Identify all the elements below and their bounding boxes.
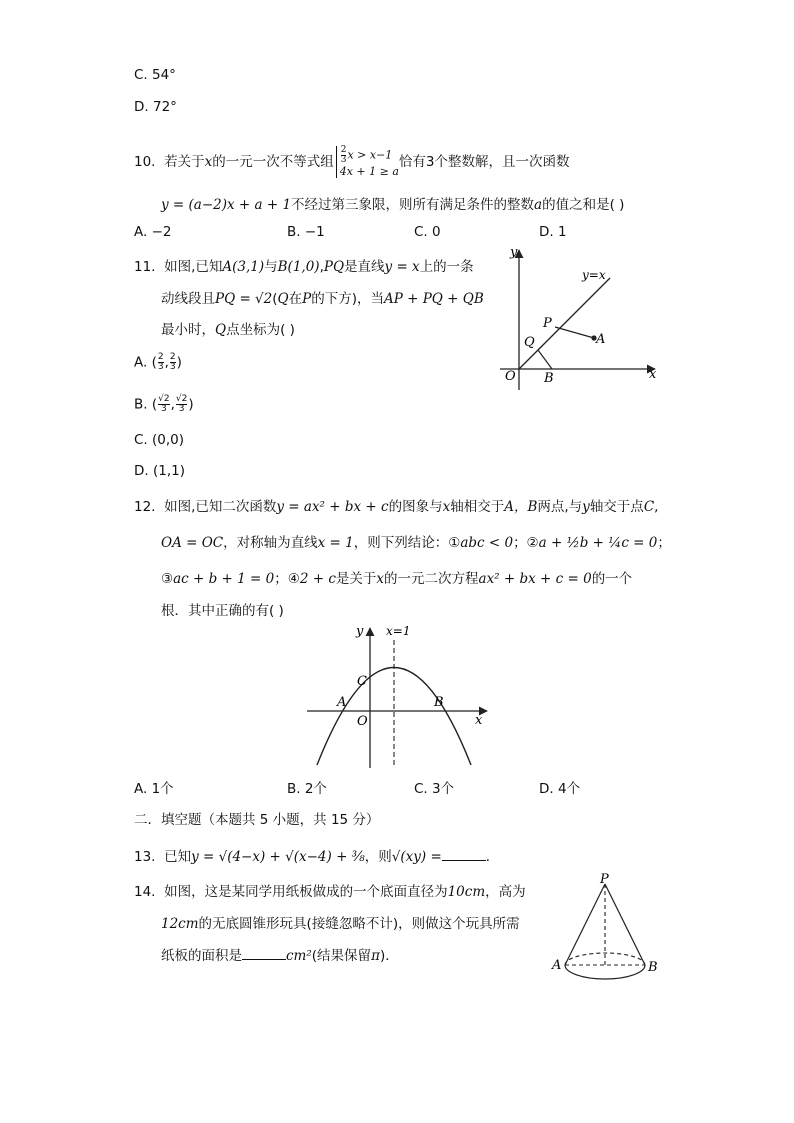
q11-option-b: B. ( $\frac{√2}{3}$ , $\frac{√2}{3}$ ) (134, 394, 194, 414)
q11-var-p: P (302, 291, 312, 307)
q11-text-1d: 上的一条 (419, 259, 474, 275)
q10-number: 10. (134, 154, 156, 170)
q14-text-3c: )． (379, 948, 399, 964)
q12-c4c: 的一元二次方程 (384, 571, 479, 587)
q14-diameter: 10cm (447, 884, 486, 900)
q11-fig-o: O (505, 369, 516, 384)
q11-fig-p: P (543, 316, 552, 331)
q11-option-b-label: B. ( (134, 396, 158, 413)
q10-option-d: D. 1 (539, 224, 567, 240)
q11-text-2a: 动线段且 (161, 291, 215, 307)
q12-axis-eq: x = 1 (317, 535, 354, 551)
q11-option-d: D. (1,1) (134, 463, 185, 479)
q11-line-yx (519, 278, 610, 369)
q11-line-yx: y = x (384, 259, 420, 275)
q11-fig-a: A (596, 332, 606, 347)
q14-text-1b: ，高为 (485, 884, 526, 900)
q14-cone-figure (545, 872, 665, 987)
q12-stem-line3 (161, 567, 632, 587)
q12-text-1d: 两点,与 (537, 499, 583, 515)
q12-oa-oc: OA = OC (161, 535, 224, 551)
q12-c1m: abc < 0 (460, 535, 514, 551)
q11-b-num2: √2 (175, 394, 188, 404)
q11-option-a-label: A. ( (134, 354, 157, 371)
q12-stem-line4: 根．其中正确的有( ) (161, 603, 284, 619)
q11-text-2d: 的下方)，当 (311, 291, 384, 307)
q12-var-y: y (582, 499, 590, 515)
q11-stem-line2 (161, 287, 484, 307)
q11-number: 11. (134, 259, 156, 275)
q10-inequality-system (336, 146, 399, 178)
q12-option-c: C. 3个 (414, 781, 455, 797)
q14-height: 12cm (161, 916, 199, 932)
q12-c3m: ac + b + 1 = 0 (173, 571, 275, 587)
q12-comma: , (654, 499, 659, 515)
q13-expression: √(xy) = (391, 849, 442, 865)
q12-stem-line1 (134, 495, 658, 515)
q12-var-x: x (442, 499, 451, 515)
q12-c4m: 2 + c (299, 571, 336, 587)
q13-text-pre: 已知 (164, 849, 192, 865)
q10-var-x: x (204, 154, 213, 170)
q10-frac-num: 2 (340, 145, 347, 155)
q14-cone-base-front (565, 965, 645, 979)
q12-option-d: D. 4个 (539, 781, 581, 797)
q11-figure (495, 242, 665, 392)
q12-text-2d: ，则下列结论： (353, 535, 449, 551)
q10-ineq2: 4x + 1 ≥ a (339, 165, 399, 178)
q10-text-pre: 若关于 (164, 154, 205, 170)
q11-a-den1: 3 (157, 362, 164, 372)
q12-c1: ① (448, 535, 461, 551)
q11-text-1a: 如图,已知 (164, 259, 223, 275)
q12-c3: ③ (161, 571, 174, 587)
q13-number: 13. (134, 849, 156, 865)
section-heading: 二．填空题（本题共 5 小题，共 15 分） (134, 812, 380, 828)
q11-stem-line3 (161, 318, 295, 338)
q11-b-den1: 3 (160, 404, 167, 414)
q14-unit: cm² (286, 948, 312, 964)
q11-segment-pa (555, 327, 594, 338)
q11-var-q2: Q (215, 322, 227, 338)
q12-c2: ；② (513, 535, 539, 551)
q11-text-2c: 在 (288, 291, 303, 307)
q13-text-mid: ，则 (364, 849, 392, 865)
q11-a-num2: 2 (169, 352, 176, 362)
q12-fig-a: A (337, 695, 347, 710)
q11-a-num1: 2 (157, 352, 164, 362)
q11-option-c: C. (0,0) (134, 432, 185, 448)
q10-ineq1: x > x−1 (347, 148, 393, 162)
q12-var-x2: x (376, 571, 385, 587)
q13-answer-blank[interactable] (442, 848, 486, 861)
q12-text-1b: 的图象与 (388, 499, 443, 515)
q12-c4b: 是关于 (335, 571, 377, 587)
q14-text-2b: 的无底圆锥形玩具(接缝忽略不计)，则做这个玩具所需 (198, 916, 520, 932)
q14-stem-line3 (161, 944, 399, 964)
q12-function: y = ax² + bx + c (276, 499, 389, 515)
q14-text-3a: 纸板的面积是 (161, 948, 242, 964)
q12-text-2b: ，对称轴为直线 (223, 535, 318, 551)
q14-stem-line2 (161, 912, 520, 932)
q10-option-a: A. −2 (134, 224, 172, 240)
q11-text-3: 最小时， (161, 322, 215, 338)
q10-option-b: B. −1 (287, 224, 325, 240)
q12-fig-b: B (434, 695, 444, 710)
q14-fig-a: A (552, 958, 562, 973)
q11-fig-line-label: y=x (582, 268, 606, 282)
q12-c4eq: ax² + bx + c = 0 (478, 571, 592, 587)
q11-option-a: A. ( $\frac{2}{3}$ , $\frac{2}{3}$ ) (134, 352, 182, 372)
q13-equation: y = √(4−x) + √(x−4) + ⅜ (191, 849, 365, 865)
q12-figure (302, 620, 502, 770)
q14-fig-b: B (648, 960, 658, 975)
q11-fig-y: y (510, 245, 518, 260)
q12-text-1e: 轴交于点 (589, 499, 644, 515)
q12-fig-o: O (357, 714, 368, 729)
q12-point-c: C (643, 499, 655, 515)
q12-stem-line2 (161, 531, 671, 551)
q11-a-den2: 3 (169, 362, 176, 372)
q11-fig-q: Q (524, 335, 535, 350)
q11-text-1c: 是直线 (344, 259, 385, 275)
q12-fig-c: C (357, 674, 367, 689)
q11-b-num1: √2 (158, 394, 170, 404)
q10-text-post: 恰有3个整数解，且一次函数 (398, 154, 570, 170)
q12-c4d: 的一个 (591, 571, 633, 587)
q10-stem-line1 (134, 146, 569, 178)
q10-function: y = (a−2)x + a + 1 (161, 197, 292, 213)
q12-text-1a: 如图,已知二次函数 (164, 499, 277, 515)
q10-text-mid: 的一元一次不等式组 (212, 154, 334, 170)
q10-stem-line2 (161, 193, 624, 213)
q9-option-c: C. 54° (134, 67, 176, 83)
q12-option-a: A. 1个 (134, 781, 174, 797)
q12-points-ab: A，B (504, 499, 538, 515)
q12-fig-y: y (356, 624, 364, 639)
q12-c4: ；④ (274, 571, 300, 587)
q11-b-den2: 3 (178, 404, 185, 414)
q12-option-b: B. 2个 (287, 781, 327, 797)
q11-point-b: B(1,0) (277, 259, 320, 275)
q10-option-c: C. 0 (414, 224, 441, 240)
q11-text-yu: 与 (264, 259, 278, 275)
q10-text-line2: 不经过第三象限，则所有满足条件的整数 (291, 197, 535, 213)
q14-stem-line1 (134, 880, 526, 900)
q11-pq-length: PQ = √2 (215, 291, 273, 307)
q11-segment-qb (538, 350, 552, 369)
q11-fig-x: x (649, 367, 657, 382)
q9-option-d: D. 72° (134, 99, 177, 115)
q12-number: 12. (134, 499, 156, 515)
q13-stem (134, 845, 499, 865)
q11-segment-pq: PQ (323, 259, 345, 275)
q11-text-1b: , (319, 259, 324, 275)
q11-var-q: Q (277, 291, 289, 307)
q12-c2end: ； (657, 535, 671, 551)
q14-text-1a: 如图，这是某同学用纸板做成的一个底面直径为 (164, 884, 448, 900)
q12-c2m: a + ½b + ¼c = 0 (538, 535, 658, 551)
q13-text-end: ． (485, 849, 500, 865)
q11-sum: AP + PQ + QB (383, 291, 484, 307)
q12-text-1c: 轴相交于 (450, 499, 505, 515)
q11-text-3b: 点坐标为( ) (226, 322, 295, 338)
q12-fig-axis-label: x=1 (386, 624, 411, 638)
q10-frac-den: 3 (340, 155, 347, 165)
q11-fig-b: B (544, 371, 554, 386)
q11-text-2b: ( (272, 291, 278, 307)
q10-var-a: a (534, 197, 543, 213)
q14-number: 14. (134, 884, 156, 900)
q14-text-3b: (结果保留 (311, 948, 372, 964)
q11-stem-line1 (134, 255, 474, 275)
q14-pi: π (371, 948, 380, 964)
q14-answer-blank[interactable] (242, 947, 286, 960)
q10-text-end: 的值之和是( ) (542, 197, 625, 213)
q11-point-a: A(3,1) (222, 259, 265, 275)
q14-fig-p: P (600, 872, 609, 887)
q12-fig-x: x (475, 713, 483, 728)
